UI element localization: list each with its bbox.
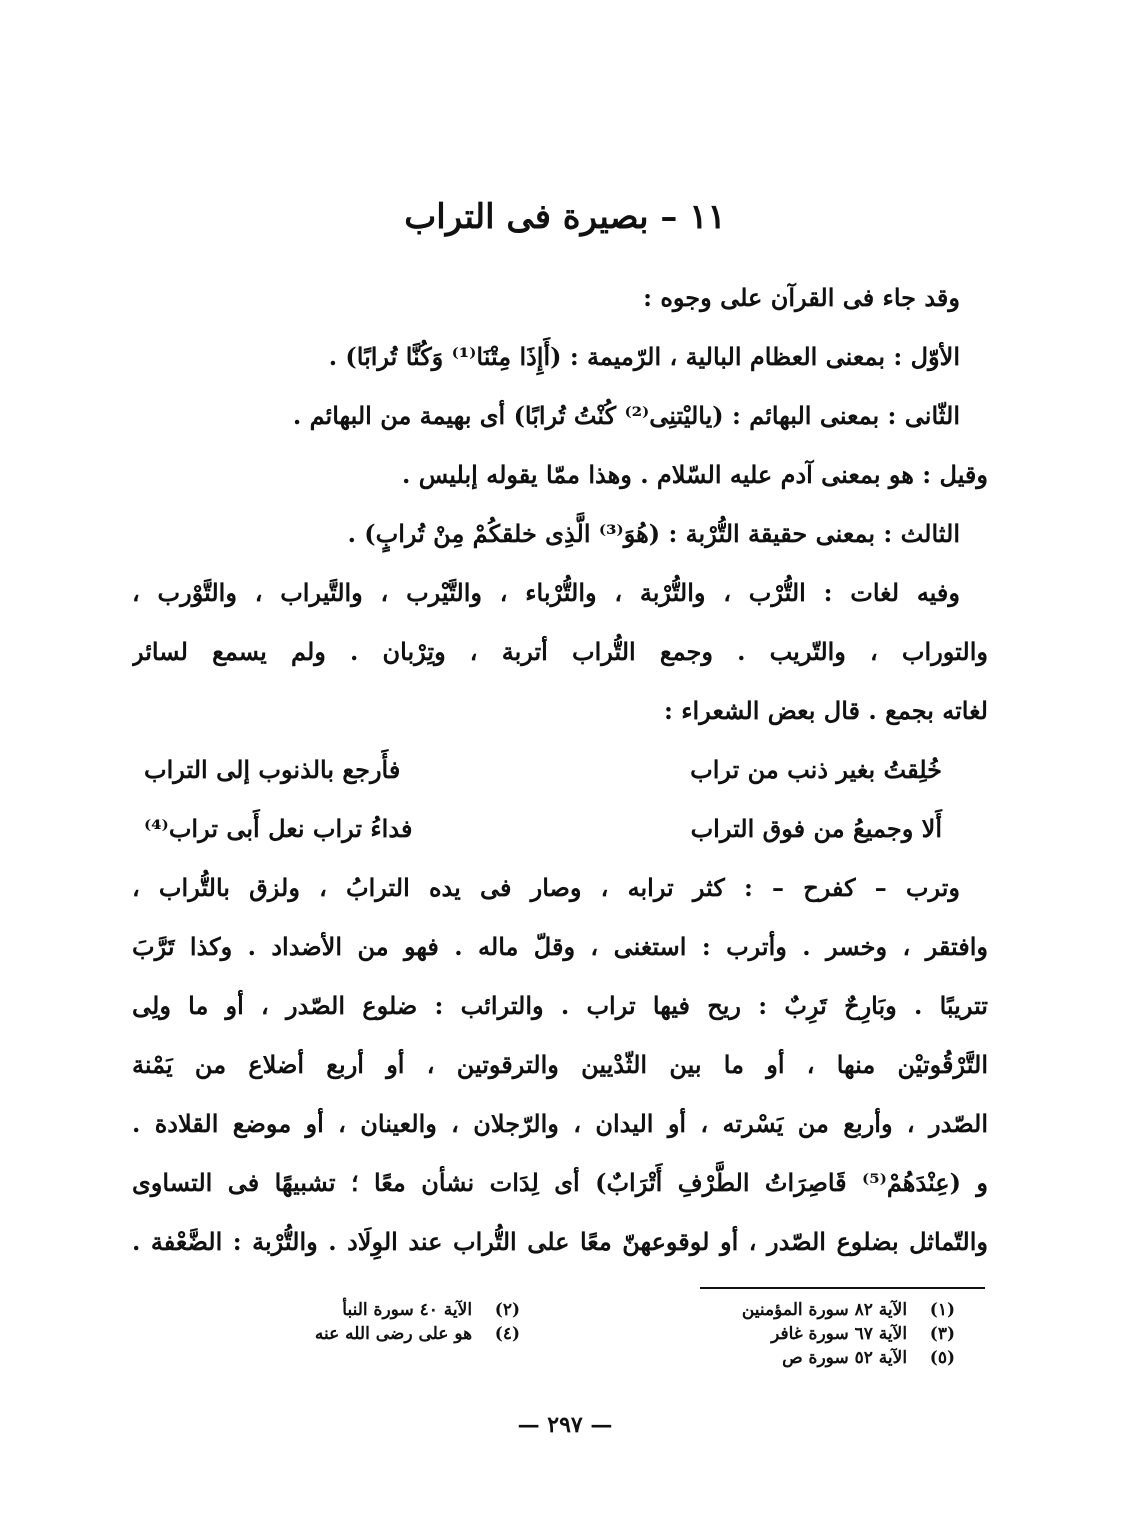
text-line: وترب – كفرح – : كثر ترابه ، وصار فى يده الترابُ ، ولزق بالتُّراب ،	[132, 873, 961, 902]
footnote-text: الآية ٥٢ سورة ص	[782, 1348, 908, 1368]
footnote-text: الآية ٨٢ سورة المؤمنين	[741, 1300, 908, 1320]
text-line: التَّرْقُوتيْن منها ، أو ما بين الثّدْيين والترقوتين ، أو أربع أضلاع من يَمْنة	[132, 1050, 988, 1079]
page-number: — ٢٩٧ —	[517, 1412, 613, 1438]
verse-second-hemistich: فأَرجع بالذنوب إلى التراب	[144, 755, 401, 784]
text-line: وفيه لغات : التُّرْب ، والتُّرْبة ، والتُّرْباء ، والتَّيْرب ، والتَّيراب ، والتَّوْرب ،	[132, 578, 960, 607]
footnotes-left-column	[220, 1298, 520, 1346]
text-line: الثالث : بمعنى حقيقة التُّرْبة : (هُوَ⁽³⁾ الَّذِى خلقكُمْ مِنْ تُرابٍ) .	[347, 519, 960, 548]
footnote-number: (٢)	[494, 1300, 520, 1320]
text-line: وقد جاء فى القرآن على وجوه :	[643, 283, 960, 312]
footnote	[220, 1298, 520, 1322]
text-line: تتريبًا . وبَارِحٌ تَرِبٌ : ريح فيها تراب . والترائب : ضلوع الصّدر ، أو ما ولِى	[132, 991, 988, 1020]
footnote-text: هو على رضى الله عنه	[314, 1324, 473, 1344]
poem-verse	[132, 740, 988, 799]
text-line: والتوراب ، والتّريب . وجمع التُّراب أتربة ، وتِرْبان . ولم يسمع لسائر	[132, 637, 988, 666]
footnote-divider	[700, 1287, 985, 1289]
footnote-number: (١)	[929, 1300, 955, 1320]
footnote	[655, 1346, 955, 1370]
footnotes-right-column	[655, 1298, 955, 1370]
footnote	[655, 1322, 955, 1346]
verse-second-hemistich: فداءُ تراب نعل أَبى تراب⁽⁴⁾	[144, 814, 413, 843]
footnote-number: (٥)	[929, 1348, 955, 1368]
footnote-number: (٤)	[494, 1324, 520, 1344]
text-line: وافتقر ، وخسر . وأترب : استغنى ، وقلّ ماله . فهو من الأضداد . وكذا تَرَّبَ	[132, 932, 988, 961]
verse-first-hemistich: خُلِقتُ بغير ذنب من تراب	[690, 755, 942, 784]
section-title: ١١ – بصيرة فى التراب	[404, 197, 726, 237]
verse-first-hemistich: أَلا وجميعُ من فوق التراب	[690, 814, 942, 843]
footnote-number: (٣)	[929, 1324, 955, 1344]
text-line: والتّماثل بضلوع الصّدر ، أو لوقوعهنّ معًا على التُّراب عند الوِلَاد . والتُّرْبة : الضَّعْفة .	[132, 1227, 988, 1256]
body-text	[132, 268, 988, 1271]
footnote	[220, 1322, 520, 1346]
text-line: و (عِنْدَهُمْ⁽⁵⁾ قَاصِرَاتُ الطَّرْفِ أَتْرَابٌ) أى لِدَات نشأن معًا ؛ تشبيهًا فى التساوى	[132, 1168, 988, 1197]
footnote	[655, 1298, 955, 1322]
text-line: لغاته بجمع . قال بعض الشعراء :	[664, 696, 988, 725]
footnote-text: الآية ٦٧ سورة غافر	[771, 1324, 908, 1344]
text-line: وقيل : هو بمعنى آدم عليه السّلام . وهذا ممّا يقوله إبليس .	[402, 460, 988, 489]
text-line: الأوّل : بمعنى العظام البالية ، الرّميمة : (أَإِذَا مِتْنَا⁽¹⁾ وَكُنَّا تُرابًا) .	[328, 342, 960, 371]
text-line: الصّدر ، وأربع من يَسْرته ، أو اليدان ، والرّجلان ، والعينان ، أو موضع القلادة .	[132, 1109, 988, 1138]
text-line: الثّانى : بمعنى البهائم : (ياليْتنِى⁽²⁾ كُنْتُ تُرابًا) أى بهيمة من البهائم .	[292, 401, 960, 430]
poem-verse	[132, 799, 988, 858]
footnote-text: الآية ٤٠ سورة النبأ	[342, 1300, 473, 1320]
